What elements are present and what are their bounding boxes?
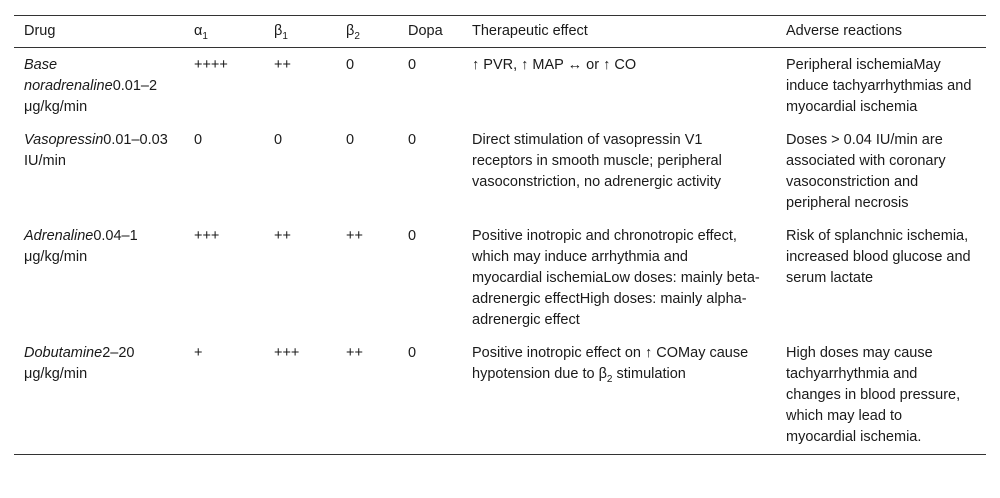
table-header [14,16,986,48]
beta1-cell: ++ [274,57,291,73]
alpha1-cell: + [184,336,264,455]
adverse-reactions-cell: Risk of splanchnic ischemia, increased blood glucose and serum lactate [786,228,971,286]
therapeutic-effect-cell: Positive inotropic and chronotropic effect, which may induce arrhythmia and myocardial ischemiaLow doses: mainly beta-adrenergic effectHigh doses: mainly alpha-adrenergic effect [472,228,760,328]
header-drug: Drug [14,16,184,48]
adverse-reactions-cell: High doses may cause tachyarrhythmia and changes in blood pressure, which may lead to myocardial ischemia. [776,336,986,455]
table-row [14,48,986,124]
therapeutic-effect-cell: Positive inotropic effect on ↑ COMay cause hypotension due to $\beta_2$ stimulation [462,336,776,455]
drug-cell [14,123,184,219]
drug-dose: 0.01–2 μg/kg/min [24,78,158,115]
alpha1-cell: +++ [194,228,220,244]
beta2-cell: 0 [346,132,355,148]
alpha1-cell: 0 [194,132,203,148]
header-row [14,16,986,48]
beta2-cell: 0 [346,57,355,73]
beta1-cell: 0 [274,132,283,148]
drug-cell [14,336,184,455]
table-row [14,123,986,219]
header-alpha1: $\alpha_1$ [184,16,264,48]
drug-dose: 0.04–1 μg/kg/min [24,228,138,265]
drug-name: Vasopressin [24,132,104,148]
beta1-cell: ++ [274,228,291,244]
drug-comparison-table [14,15,986,455]
dopa-cell: 0 [408,228,417,244]
beta2-cell: ++ [336,336,398,455]
beta1-cell: +++ [264,336,336,455]
drug-cell [14,219,184,336]
therapeutic-effect-cell: ↑ PVR, ↑ MAP ↔ or ↑ CO [472,57,637,73]
header-dopa: Dopa [398,16,462,48]
header-beta1: $\beta_1$ [264,16,336,48]
adverse-reactions-cell: Doses > 0.04 IU/min are associated with coronary vasoconstriction and peripheral necrosis [786,132,946,211]
dopa-cell: 0 [408,57,417,73]
drug-name: Base noradrenaline [24,57,113,94]
drug-name: Dobutamine [24,345,103,361]
alpha1-cell: ++++ [194,57,228,73]
drug-dose: 0.01–0.03 IU/min [24,132,168,169]
drug-name: Adrenaline [24,228,94,244]
beta2-cell: ++ [346,228,363,244]
header-therapeutic-effect: Therapeutic effect [462,16,776,48]
drug-cell [14,48,184,124]
therapeutic-effect-cell: Direct stimulation of vasopressin V1 receptors in smooth muscle; peripheral vasoconstriction, no adrenergic activity [472,132,722,190]
dopa-cell: 0 [398,336,462,455]
header-beta2: $\beta_2$ [336,16,398,48]
header-adverse-reactions: Adverse reactions [776,16,986,48]
table-body [14,48,986,455]
drug-dose: 2–20 μg/kg/min [24,345,135,382]
adverse-reactions-cell: Peripheral ischemiaMay induce tachyarrhythmias and myocardial ischemia [786,57,972,115]
table-row [14,219,986,336]
dopa-cell: 0 [408,132,417,148]
table-row [14,336,986,455]
